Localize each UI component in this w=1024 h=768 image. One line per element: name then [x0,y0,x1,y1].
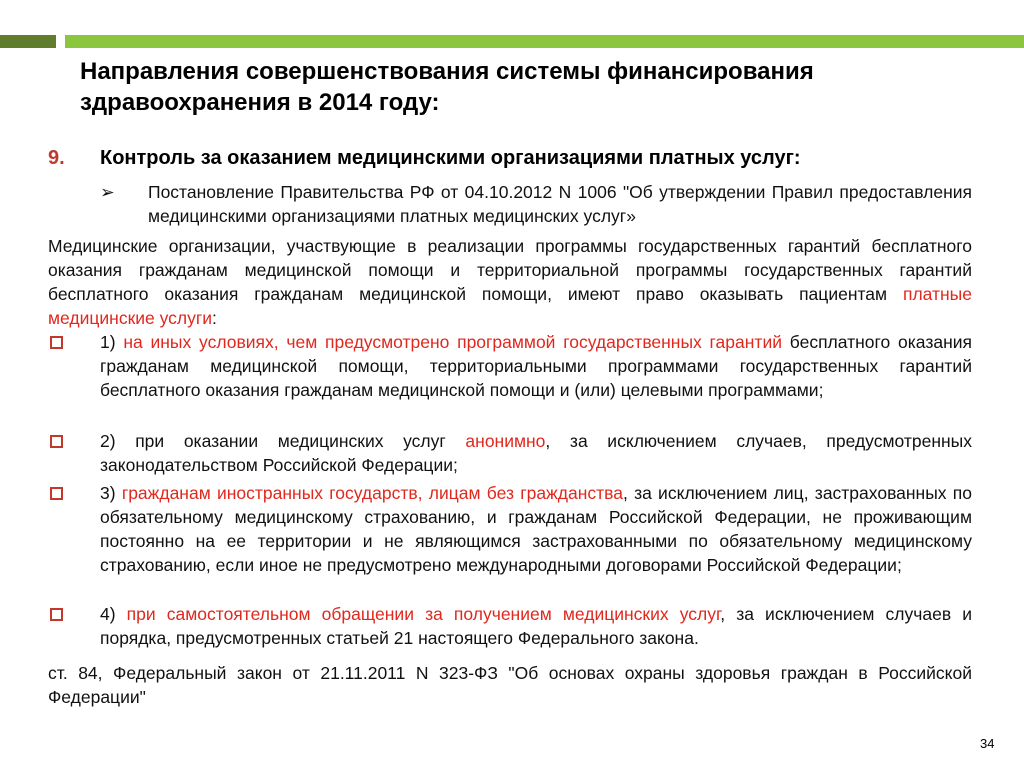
bullet-prefix: 1) [100,332,124,352]
list-item-text [100,602,972,650]
section-number: 9. [48,147,65,169]
bullet-rest: , за исключением случаев и порядка, предусмотренных статьей 21 настоящего Федерального закона. [100,604,972,648]
section-heading-text: Контроль за оказанием медицинскими организациями платных услуг: [100,147,801,169]
bullet-rest: , за исключением лиц, застрахованных по обязательному медицинскому страхованию, и гражданам Российской Федерации, не проживающим постоянно на ее территории и не являющимся застрахованными по обязательному медицинскому страхованию, если иное не предусмотрено международными договорами Российской Федерации; [100,483,972,575]
bullet-prefix: 4) [100,604,127,624]
bullet-prefix: 3) [100,483,122,503]
arrow-bullet-icon: ➢ [100,182,115,202]
intro-highlight: платные медицинские услуги [48,284,972,328]
intro-suffix: : [212,308,217,328]
intro-paragraph [48,234,972,330]
list-item [48,429,972,477]
sub-item-text: Постановление Правительства РФ от 04.10.2012 N 1006 "Об утверждении Правил предоставления медицинскими организациями платных медицинских услуг» [148,182,972,226]
header-bar-light [65,35,1024,48]
footer-note: ст. 84, Федеральный закон от 21.11.2011 N 323-ФЗ "Об основах охраны здоровья граждан в Российской Федерации" [48,663,972,707]
list-item [48,481,972,577]
list-item [48,602,972,650]
bullet-highlight: на иных условиях, чем предусмотрено программой государственных гарантий [123,332,782,352]
square-bullet-icon [50,336,63,349]
bullet-highlight: анонимно [465,431,546,451]
list-item [48,330,972,402]
bullet-highlight: гражданам иностранных государств, лицам без гражданства [121,483,623,503]
header-bar-dark [0,35,56,48]
list-item-text [100,330,972,402]
bullet-prefix: 2) при оказании медицинских услуг [100,431,466,451]
list-item-text [100,429,972,477]
intro-text: Медицинские организации, участвующие в реализации программы государственных гарантий бесплатного оказания гражданам медицинской помощи и территориальной программы государственных гарантий бесплатного оказания гражданам медицинской помощи, имеют право оказывать пациентам [48,236,972,304]
bullet-highlight: при самостоятельном обращении за получением медицинских услуг [126,604,721,624]
sub-item [100,180,972,228]
bullet-rest: , за исключением случаев, предусмотренных законодательством Российской Федерации; [100,431,973,475]
slide-title: Направления совершенствования системы финансирования здравоохранения в 2014 году: [80,58,814,116]
square-bullet-icon [50,487,63,500]
square-bullet-icon [50,435,63,448]
bullet-rest: бесплатного оказания гражданам медицинской помощи, территориальными программами государственных гарантий бесплатного оказания гражданам медицинской помощи и (или) целевыми программами; [100,332,972,400]
page-number: 34 [980,736,995,751]
square-bullet-icon [50,608,63,621]
list-item-text [100,481,972,577]
